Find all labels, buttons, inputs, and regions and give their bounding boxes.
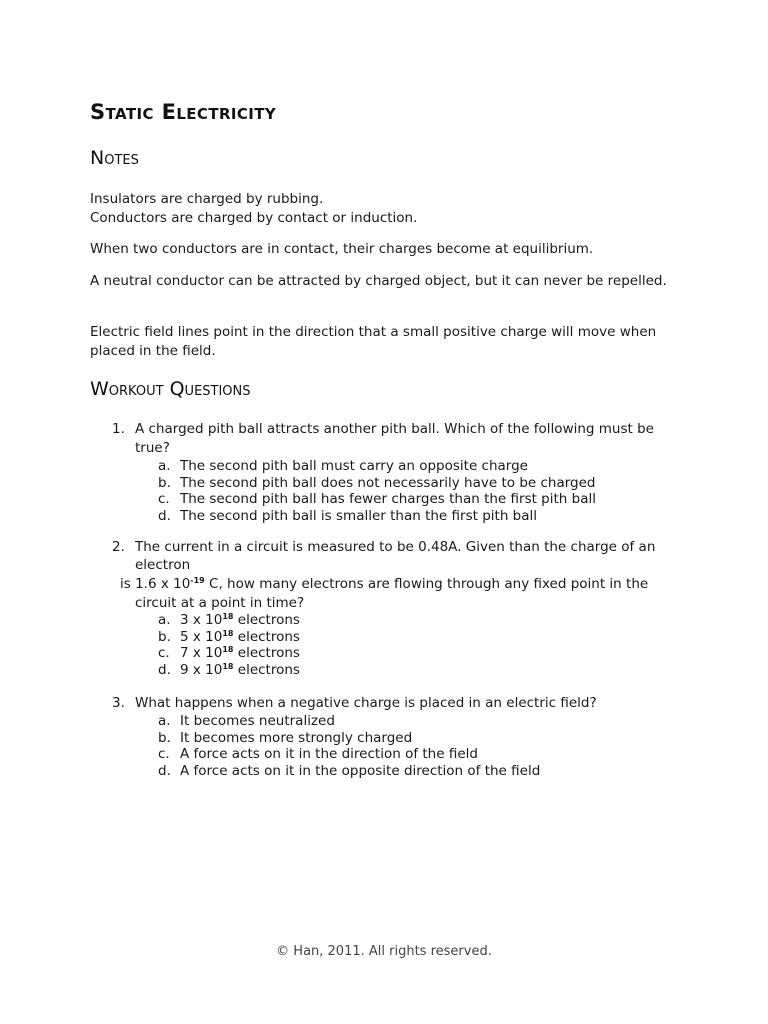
- option-letter: c.: [158, 645, 170, 661]
- option-text: A force acts on it in the direction of the field: [180, 746, 478, 762]
- answer-option: [158, 629, 690, 646]
- answer-option: [158, 491, 690, 508]
- option-text: A force acts on it in the opposite direction of the field: [180, 762, 541, 779]
- option-letter: b.: [158, 729, 171, 746]
- notes-paragraph: When two conductors are in contact, their charges become at equilibrium.: [90, 241, 594, 257]
- notes-paragraph: [90, 190, 690, 228]
- option-unit: electrons: [233, 661, 300, 678]
- answer-option: [158, 475, 690, 492]
- option-text: [180, 645, 300, 662]
- question-line: The current in a circuit is measured to be 0.48A. Given than the charge of an: [135, 539, 656, 555]
- exponent: 18: [222, 628, 234, 638]
- notes-paragraph: A neutral conductor can be attracted by charged object, but it can never be repelled.: [90, 273, 667, 289]
- option-text: [180, 629, 300, 646]
- option-base: 3 x 10: [180, 612, 223, 628]
- option-text: The second pith ball does not necessarily have to be charged: [180, 474, 596, 491]
- question-line: [120, 574, 690, 595]
- option-letter: c.: [158, 746, 170, 762]
- question-text-suffix: C, how many electrons are flowing through any fixed point in the: [204, 576, 649, 592]
- notes-line: Conductors are charged by contact or induction.: [90, 210, 418, 226]
- answer-option: [158, 662, 690, 679]
- option-letter: a.: [158, 713, 171, 729]
- option-base: 9 x 10: [180, 661, 223, 678]
- option-letter: d.: [158, 661, 171, 678]
- answer-option: [158, 645, 690, 662]
- question-line: electron: [135, 557, 191, 573]
- exponent: -19: [190, 576, 205, 585]
- option-letter: d.: [158, 762, 171, 779]
- option-text: The second pith ball has fewer charges than the first pith ball: [180, 491, 596, 507]
- exponent: 18: [222, 612, 234, 621]
- exponent: 18: [222, 661, 234, 671]
- question-text: [120, 538, 690, 612]
- question-1: [90, 420, 690, 524]
- document-page: [90, 0, 690, 1024]
- question-2: [90, 538, 690, 678]
- document-title: Static Electricity: [90, 100, 277, 124]
- question-line: circuit at a point in time?: [135, 595, 305, 611]
- answer-option: [158, 458, 690, 475]
- answer-option: [158, 763, 690, 780]
- answer-option: [158, 746, 690, 763]
- answer-option: [158, 713, 690, 730]
- question-number: 3.: [112, 695, 125, 711]
- option-letter: a.: [158, 458, 171, 474]
- answer-options: [158, 612, 690, 678]
- answer-options: [158, 713, 690, 779]
- option-text: [180, 612, 300, 629]
- notes-heading: Notes: [90, 147, 139, 169]
- option-text: It becomes neutralized: [180, 713, 335, 729]
- answer-option: [158, 730, 690, 747]
- option-letter: d.: [158, 507, 171, 524]
- option-text: It becomes more strongly charged: [180, 729, 413, 746]
- question-number: 2.: [112, 539, 125, 555]
- option-unit: electrons: [233, 628, 300, 645]
- exponent: 18: [222, 645, 234, 654]
- option-base: 7 x 10: [180, 645, 223, 661]
- option-letter: b.: [158, 628, 171, 645]
- notes-paragraph: Electric field lines point in the direction that a small positive charge will move when placed in the field.: [90, 324, 657, 359]
- workout-questions-heading: Workout Questions: [90, 378, 251, 400]
- option-letter: b.: [158, 474, 171, 491]
- answer-option: [158, 508, 690, 525]
- question-3: [90, 694, 690, 779]
- option-text: [180, 662, 300, 679]
- option-text: The second pith ball must carry an opposite charge: [180, 458, 528, 474]
- question-text: A charged pith ball attracts another pith ball. Which of the following must be true?: [135, 421, 654, 456]
- answer-options: [158, 458, 690, 524]
- option-base: 5 x 10: [180, 628, 223, 645]
- question-number: 1.: [112, 421, 125, 437]
- option-letter: a.: [158, 612, 171, 628]
- option-letter: c.: [158, 491, 170, 507]
- answer-option: [158, 612, 690, 629]
- option-unit: electrons: [233, 645, 300, 661]
- copyright-footer: © Han, 2011. All rights reserved.: [276, 944, 492, 959]
- question-text-prefix: is 1.6 x 10: [120, 576, 191, 592]
- notes-line: Insulators are charged by rubbing.: [90, 191, 324, 207]
- question-text: What happens when a negative charge is placed in an electric field?: [135, 695, 597, 711]
- option-text: The second pith ball is smaller than the first pith ball: [180, 507, 538, 524]
- option-unit: electrons: [233, 612, 300, 628]
